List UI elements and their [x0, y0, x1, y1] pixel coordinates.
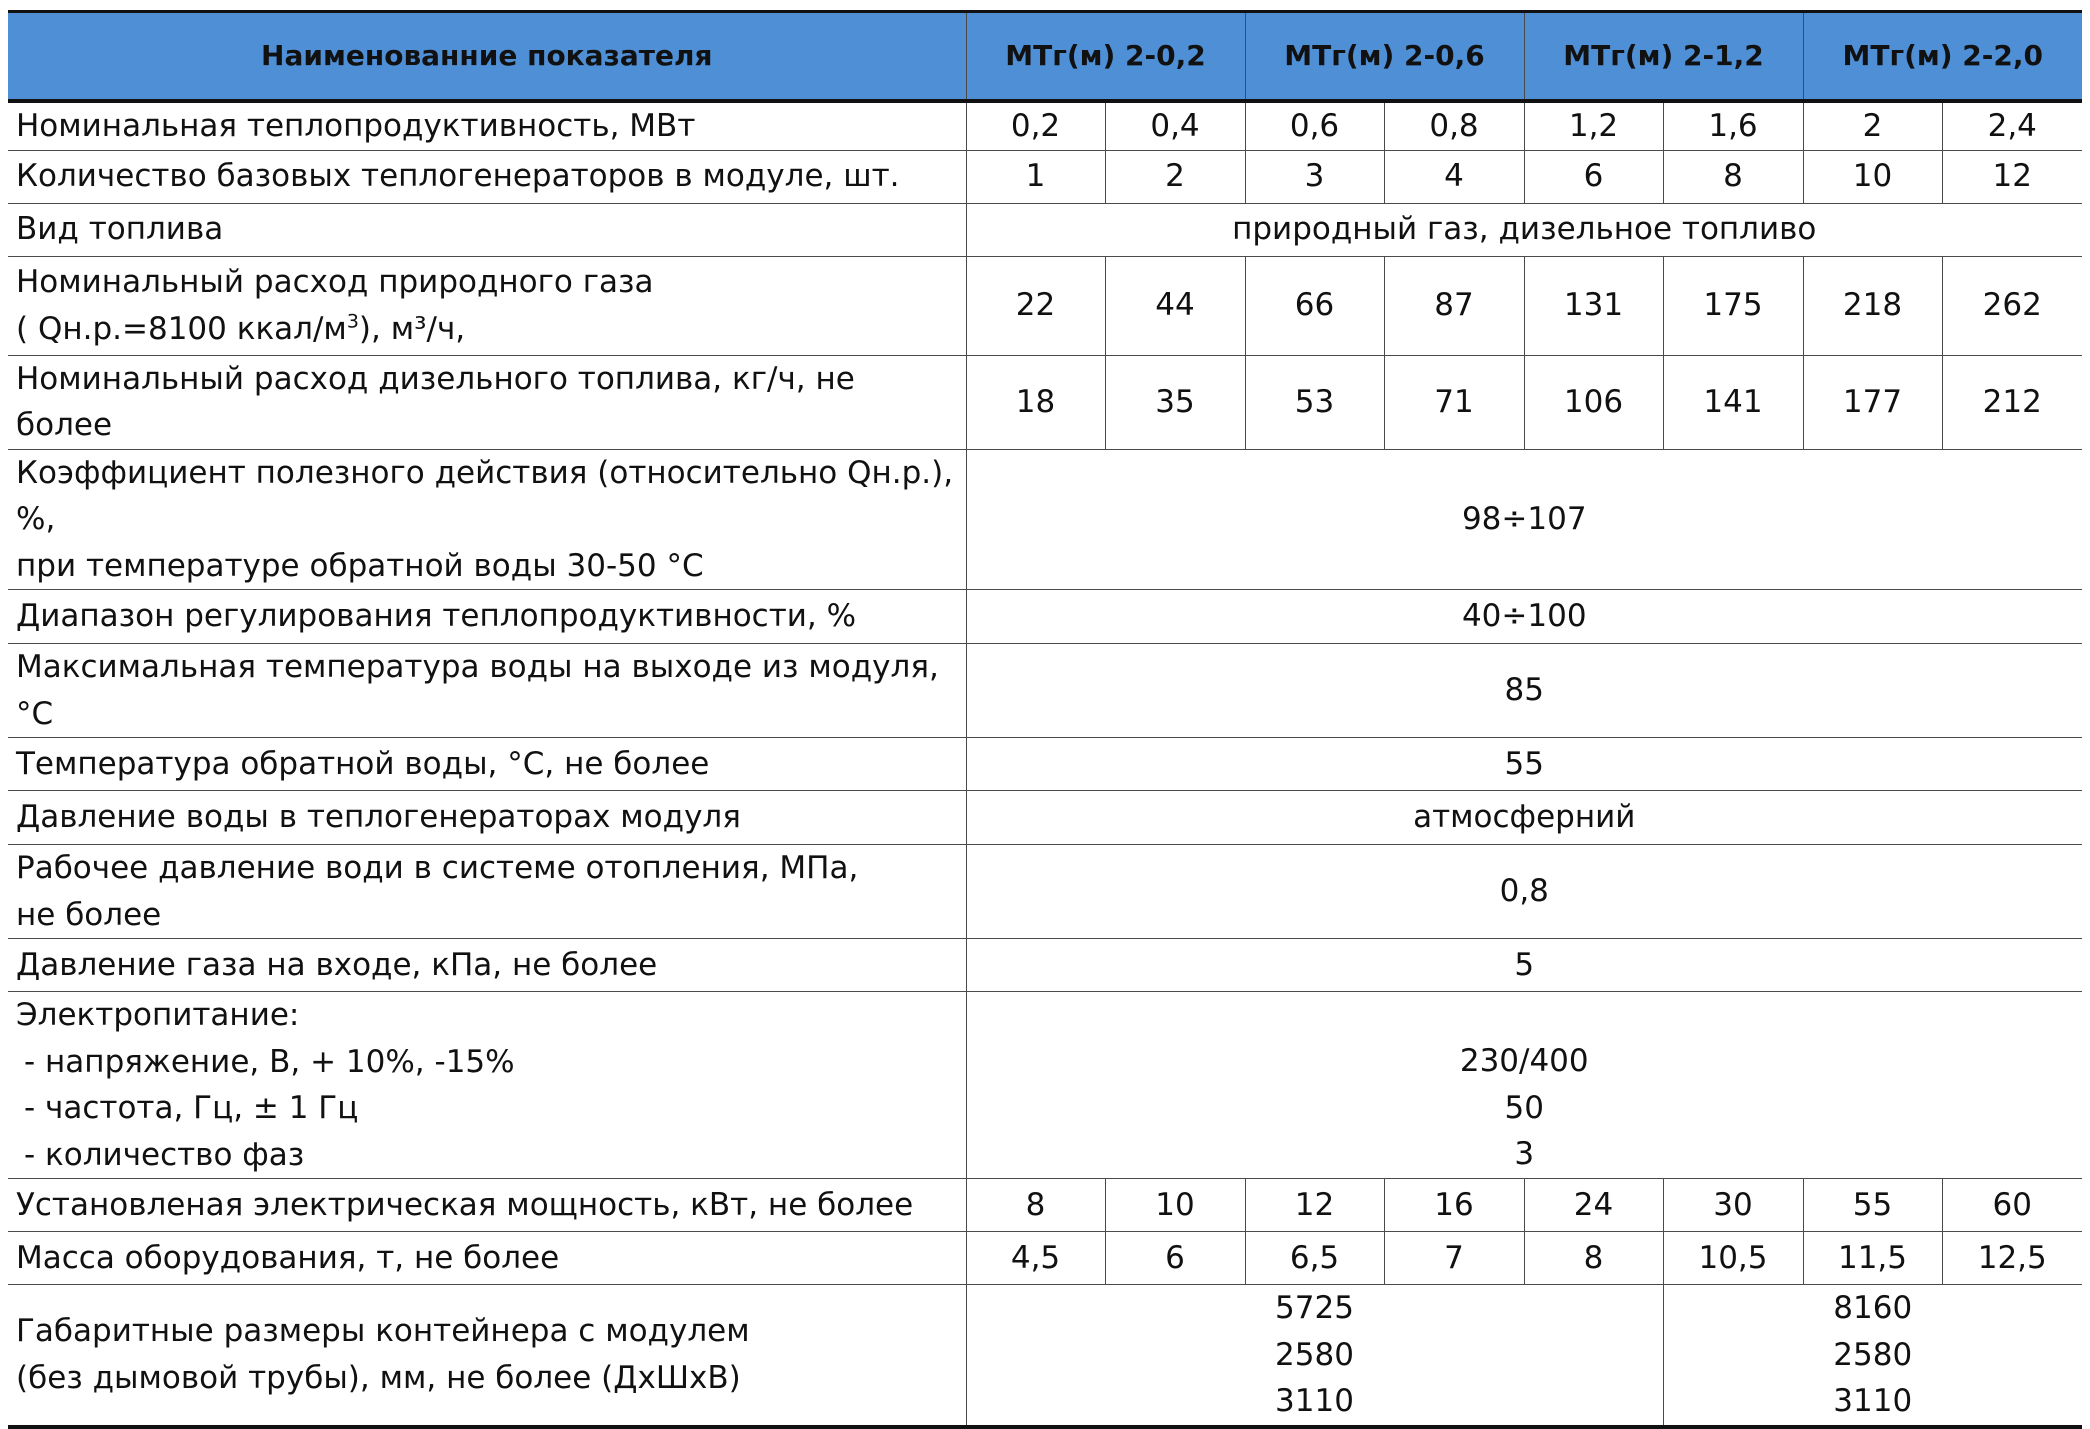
- value-cell: 53: [1245, 355, 1384, 449]
- dimension-width: 2580: [1275, 1336, 1354, 1373]
- row-label: Вид топлива: [8, 203, 966, 256]
- header-row: [8, 12, 2082, 102]
- value-cell: 22: [966, 256, 1105, 355]
- row-label: [8, 992, 966, 1179]
- label-line: не более: [16, 896, 162, 933]
- superscript: 3: [346, 310, 359, 333]
- value-cell: 4,5: [966, 1232, 1105, 1285]
- value-cell: 2: [1803, 101, 1942, 150]
- merged-value-cell: атмосферний: [966, 791, 2082, 845]
- label-line: - количество фаз: [24, 1136, 305, 1173]
- value-cell: 8: [1524, 1232, 1663, 1285]
- value-cell: 177: [1803, 355, 1942, 449]
- row-nominal-power: [8, 101, 2082, 150]
- label-part: ), м³/ч,: [358, 310, 466, 347]
- row-label: Количество базовых теплогенераторов в модуле, шт.: [8, 150, 966, 203]
- merged-value-cell: 98÷107: [966, 449, 2082, 590]
- value-line: [971, 992, 2079, 1038]
- row-gas-pressure: [8, 939, 2082, 992]
- row-equipment-mass: [8, 1232, 2082, 1285]
- header-model-0-2: МТг(м) 2-0,2: [966, 12, 1245, 102]
- dimension-height: 3110: [1833, 1383, 1913, 1419]
- row-return-water-temp: [8, 738, 2082, 791]
- row-label: [8, 845, 966, 939]
- row-label: Давление газа на входе, кПа, не более: [8, 939, 966, 992]
- header-parameter: Наименованние показателя: [8, 12, 966, 102]
- value-cell: 2: [1105, 150, 1245, 203]
- value-cell: 35: [1105, 355, 1245, 449]
- row-label: [8, 256, 966, 355]
- label-line: (без дымовой трубы), мм, не более (ДхШхВ): [16, 1359, 741, 1396]
- value-cell: 1: [966, 150, 1105, 203]
- value-cell: 87: [1384, 256, 1524, 355]
- value-cell: 4: [1384, 150, 1524, 203]
- row-label: Максимальная температура воды на выходе из модуля, °С: [8, 644, 966, 738]
- value-cell: 175: [1663, 256, 1803, 355]
- header-model-2-0: МТг(м) 2-2,0: [1803, 12, 2082, 102]
- value-line: 3: [1514, 1136, 1535, 1173]
- header-model-0-6: МТг(м) 2-0,6: [1245, 12, 1524, 102]
- value-cell: 212: [1942, 355, 2082, 449]
- label-line: Рабочее давление води в системе отопления, МПа,: [16, 850, 859, 886]
- row-label: Диапазон регулирования теплопродуктивности, %: [8, 590, 966, 644]
- dimensions-group-a: [966, 1285, 1663, 1427]
- label-line: Электропитание:: [16, 997, 300, 1033]
- specifications-table: [8, 10, 2082, 1429]
- dimension-height: 3110: [1275, 1383, 1354, 1419]
- value-cell: 0,6: [1245, 101, 1384, 150]
- row-efficiency: [8, 449, 2082, 590]
- label-line: Номинальный расход природного газа: [16, 264, 654, 300]
- merged-value-cell: [966, 992, 2082, 1179]
- merged-value-cell: природный газ, дизельное топливо: [966, 203, 2082, 256]
- value-cell: 24: [1524, 1179, 1663, 1232]
- value-cell: 6: [1105, 1232, 1245, 1285]
- value-cell: 12: [1942, 150, 2082, 203]
- value-cell: 6: [1524, 150, 1663, 203]
- value-cell: 0,4: [1105, 101, 1245, 150]
- value-cell: 141: [1663, 355, 1803, 449]
- row-container-dimensions: [8, 1285, 2082, 1427]
- label-part: ( Qн.р.=8100 ккал/м: [16, 310, 347, 347]
- row-label: Установленая электрическая мощность, кВт, не более: [8, 1179, 966, 1232]
- label-line: при температуре обратной воды 30-50 °С: [16, 547, 704, 584]
- value-cell: 44: [1105, 256, 1245, 355]
- row-fuel-type: [8, 203, 2082, 256]
- row-electric-power: [8, 1179, 2082, 1232]
- value-cell: 10,5: [1663, 1232, 1803, 1285]
- value-cell: 262: [1942, 256, 2082, 355]
- value-cell: 55: [1803, 1179, 1942, 1232]
- value-cell: 10: [1803, 150, 1942, 203]
- merged-value-cell: 55: [966, 738, 2082, 791]
- row-label: Номинальная теплопродуктивность, МВт: [8, 101, 966, 150]
- value-line: 50: [1504, 1089, 1544, 1126]
- value-cell: 0,8: [1384, 101, 1524, 150]
- value-cell: 11,5: [1803, 1232, 1942, 1285]
- row-label: [8, 1285, 966, 1427]
- row-label: [8, 449, 966, 590]
- value-cell: 131: [1524, 256, 1663, 355]
- header-model-1-2: МТг(м) 2-1,2: [1524, 12, 1803, 102]
- label-line: Коэффициент полезного действия (относительно Qн.р.), %,: [16, 454, 954, 537]
- value-cell: 71: [1384, 355, 1524, 449]
- value-cell: 18: [966, 355, 1105, 449]
- value-cell: 3: [1245, 150, 1384, 203]
- value-cell: 12,5: [1942, 1232, 2082, 1285]
- value-cell: 10: [1105, 1179, 1245, 1232]
- value-cell: 8: [966, 1179, 1105, 1232]
- value-cell: 66: [1245, 256, 1384, 355]
- value-cell: 7: [1384, 1232, 1524, 1285]
- value-cell: 12: [1245, 1179, 1384, 1232]
- label-line: [16, 306, 956, 353]
- row-label: Номинальный расход дизельного топлива, кг/ч, не более: [8, 355, 966, 449]
- row-label: Давление воды в теплогенераторах модуля: [8, 791, 966, 845]
- value-cell: 2,4: [1942, 101, 2082, 150]
- value-cell: 1,2: [1524, 101, 1663, 150]
- row-label: Температура обратной воды, °С, не более: [8, 738, 966, 791]
- merged-value-cell: 40÷100: [966, 590, 2082, 644]
- value-line: 230/400: [1459, 1043, 1589, 1080]
- merged-value-cell: 5: [966, 939, 2082, 992]
- dimension-length: 8160: [1833, 1290, 1913, 1326]
- label-line: - частота, Гц, ± 1 Гц: [24, 1090, 359, 1126]
- row-generators-count: [8, 150, 2082, 203]
- value-cell: 8: [1663, 150, 1803, 203]
- label-line: - напряжение, В, + 10%, -15%: [24, 1043, 515, 1080]
- value-cell: 218: [1803, 256, 1942, 355]
- value-cell: 30: [1663, 1179, 1803, 1232]
- merged-value-cell: 85: [966, 644, 2082, 738]
- row-regulation-range: [8, 590, 2082, 644]
- value-cell: 106: [1524, 355, 1663, 449]
- row-working-pressure: [8, 845, 2082, 939]
- value-cell: 0,2: [966, 101, 1105, 150]
- value-cell: 16: [1384, 1179, 1524, 1232]
- dimensions-group-b: [1663, 1285, 2082, 1427]
- value-cell: 1,6: [1663, 101, 1803, 150]
- row-gas-consumption: [8, 256, 2082, 355]
- label-line: Габаритные размеры контейнера с модулем: [16, 1313, 750, 1350]
- value-cell: 6,5: [1245, 1232, 1384, 1285]
- row-max-water-temp: [8, 644, 2082, 738]
- row-water-pressure: [8, 791, 2082, 845]
- merged-value-cell: 0,8: [966, 845, 2082, 939]
- row-diesel-consumption: [8, 355, 2082, 449]
- row-power-supply: [8, 992, 2082, 1179]
- dimension-width: 2580: [1833, 1336, 1913, 1373]
- dimension-length: 5725: [1275, 1290, 1354, 1326]
- value-cell: 60: [1942, 1179, 2082, 1232]
- row-label: Масса оборудования, т, не более: [8, 1232, 966, 1285]
